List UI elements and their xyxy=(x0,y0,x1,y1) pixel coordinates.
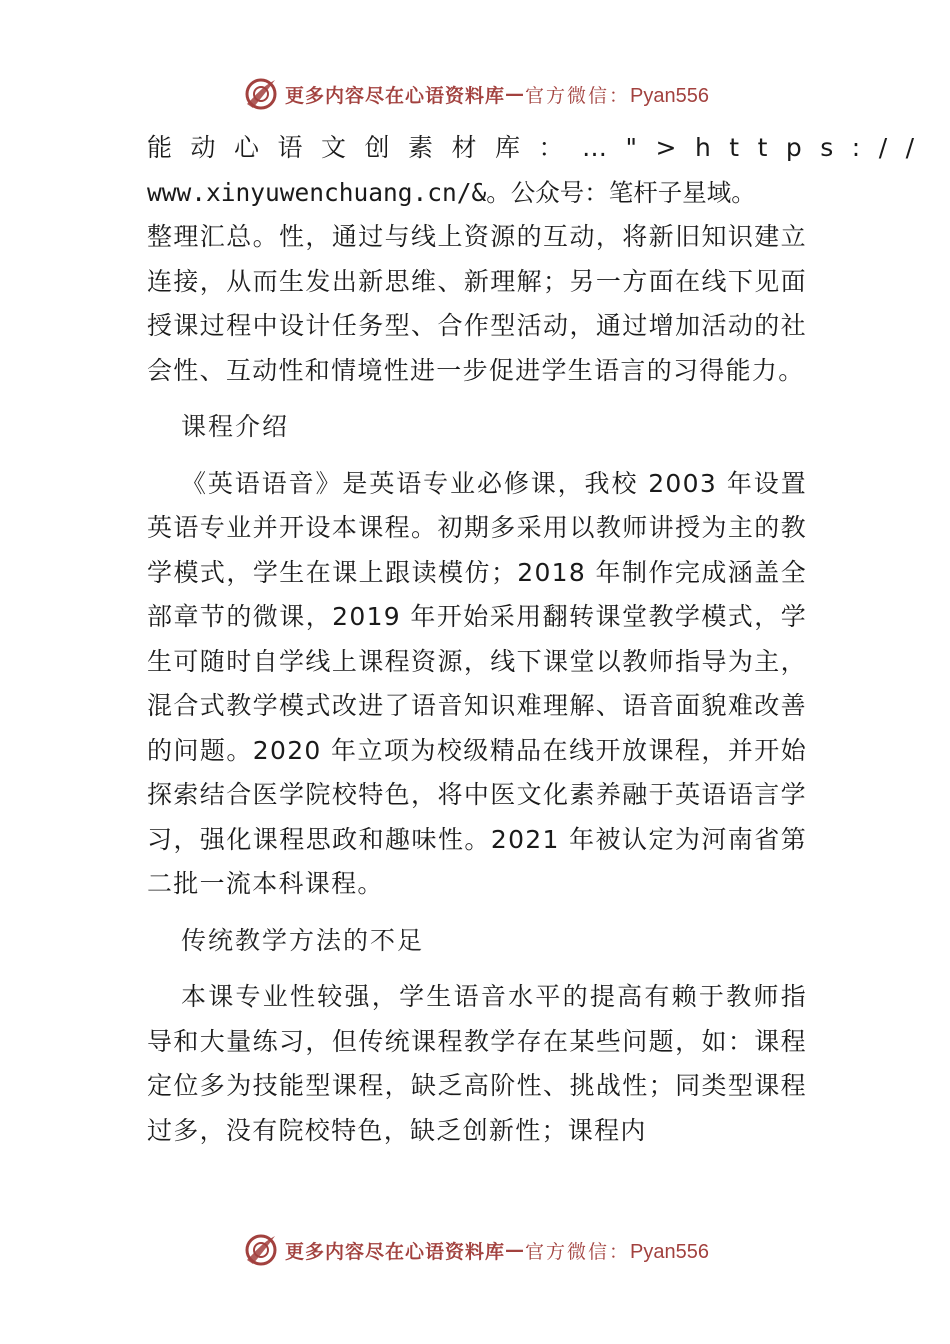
section-heading-shortcomings: 传统教学方法的不足 xyxy=(181,925,425,955)
para2: 《英语语音》是英语专业必修课，我校 2003 年设置英语专业并开设本课程。初期多采用以教师讲授为主的教学模式，学生在课上跟读模仿；2018 年制作完成涵盖全部章节的微课，2019 年开始采用翻转课堂教学模式，学生可随时自学线上课程资源，线下课堂以教师指导为主，混合式教学模式改进了语音知识难理解、语音面貌难改善的问题。2020 年立项为校级精品在线开放课程，并开始探索结合医学院校特色，将中医文化素养融于英语语言学习，强化课程思政和趣味性。2021 年被认定为河南省第二批一流本科课程。 xyxy=(147,468,807,898)
logo-icon xyxy=(241,1230,281,1270)
section-heading-course-intro: 课程介绍 xyxy=(181,412,290,441)
document-body xyxy=(147,126,933,1153)
logo-icon xyxy=(241,74,281,114)
para1-line2: www.xinyuwenchuang.cn/&。公众号：笔杆子星域。 xyxy=(147,177,756,207)
para1-rest: 整理汇总。性，通过与线上资源的互动，将新旧知识建立连接，从而生发出新思维、新理解；另一方面在线下见面授课过程中设计任务型、合作型活动，通过增加活动的社会性、互动性和情境性进一步促进学生语言的习得能力。 xyxy=(147,222,807,385)
banner-title: 更多内容尽在心语资料库 xyxy=(285,84,506,107)
para1-line1-text: 能动心语文创素材库：…">https:// xyxy=(147,133,933,162)
banner-contact xyxy=(525,1237,709,1264)
header-banner xyxy=(0,72,950,116)
banner-contact xyxy=(525,81,709,108)
banner-dash: — xyxy=(505,1239,526,1261)
banner-contact-id: Pyan556 xyxy=(630,84,709,107)
para3: 本课专业性较强，学生语音水平的提高有赖于教师指导和大量练习，但传统课程教学存在某些问题，如：课程定位多为技能型课程，缺乏高阶性、挑战性；同类型课程过多，没有院校特色，缺乏创新性；课程内 xyxy=(147,982,807,1145)
para1-line1 xyxy=(147,126,933,171)
banner-contact-label: 官方微信： xyxy=(525,84,631,107)
banner-title: 更多内容尽在心语资料库 xyxy=(285,1240,506,1263)
banner-contact-label: 官方微信： xyxy=(525,1240,631,1263)
banner-dash: — xyxy=(505,83,526,105)
banner-contact-id: Pyan556 xyxy=(630,1240,709,1263)
footer-banner xyxy=(0,1228,950,1272)
